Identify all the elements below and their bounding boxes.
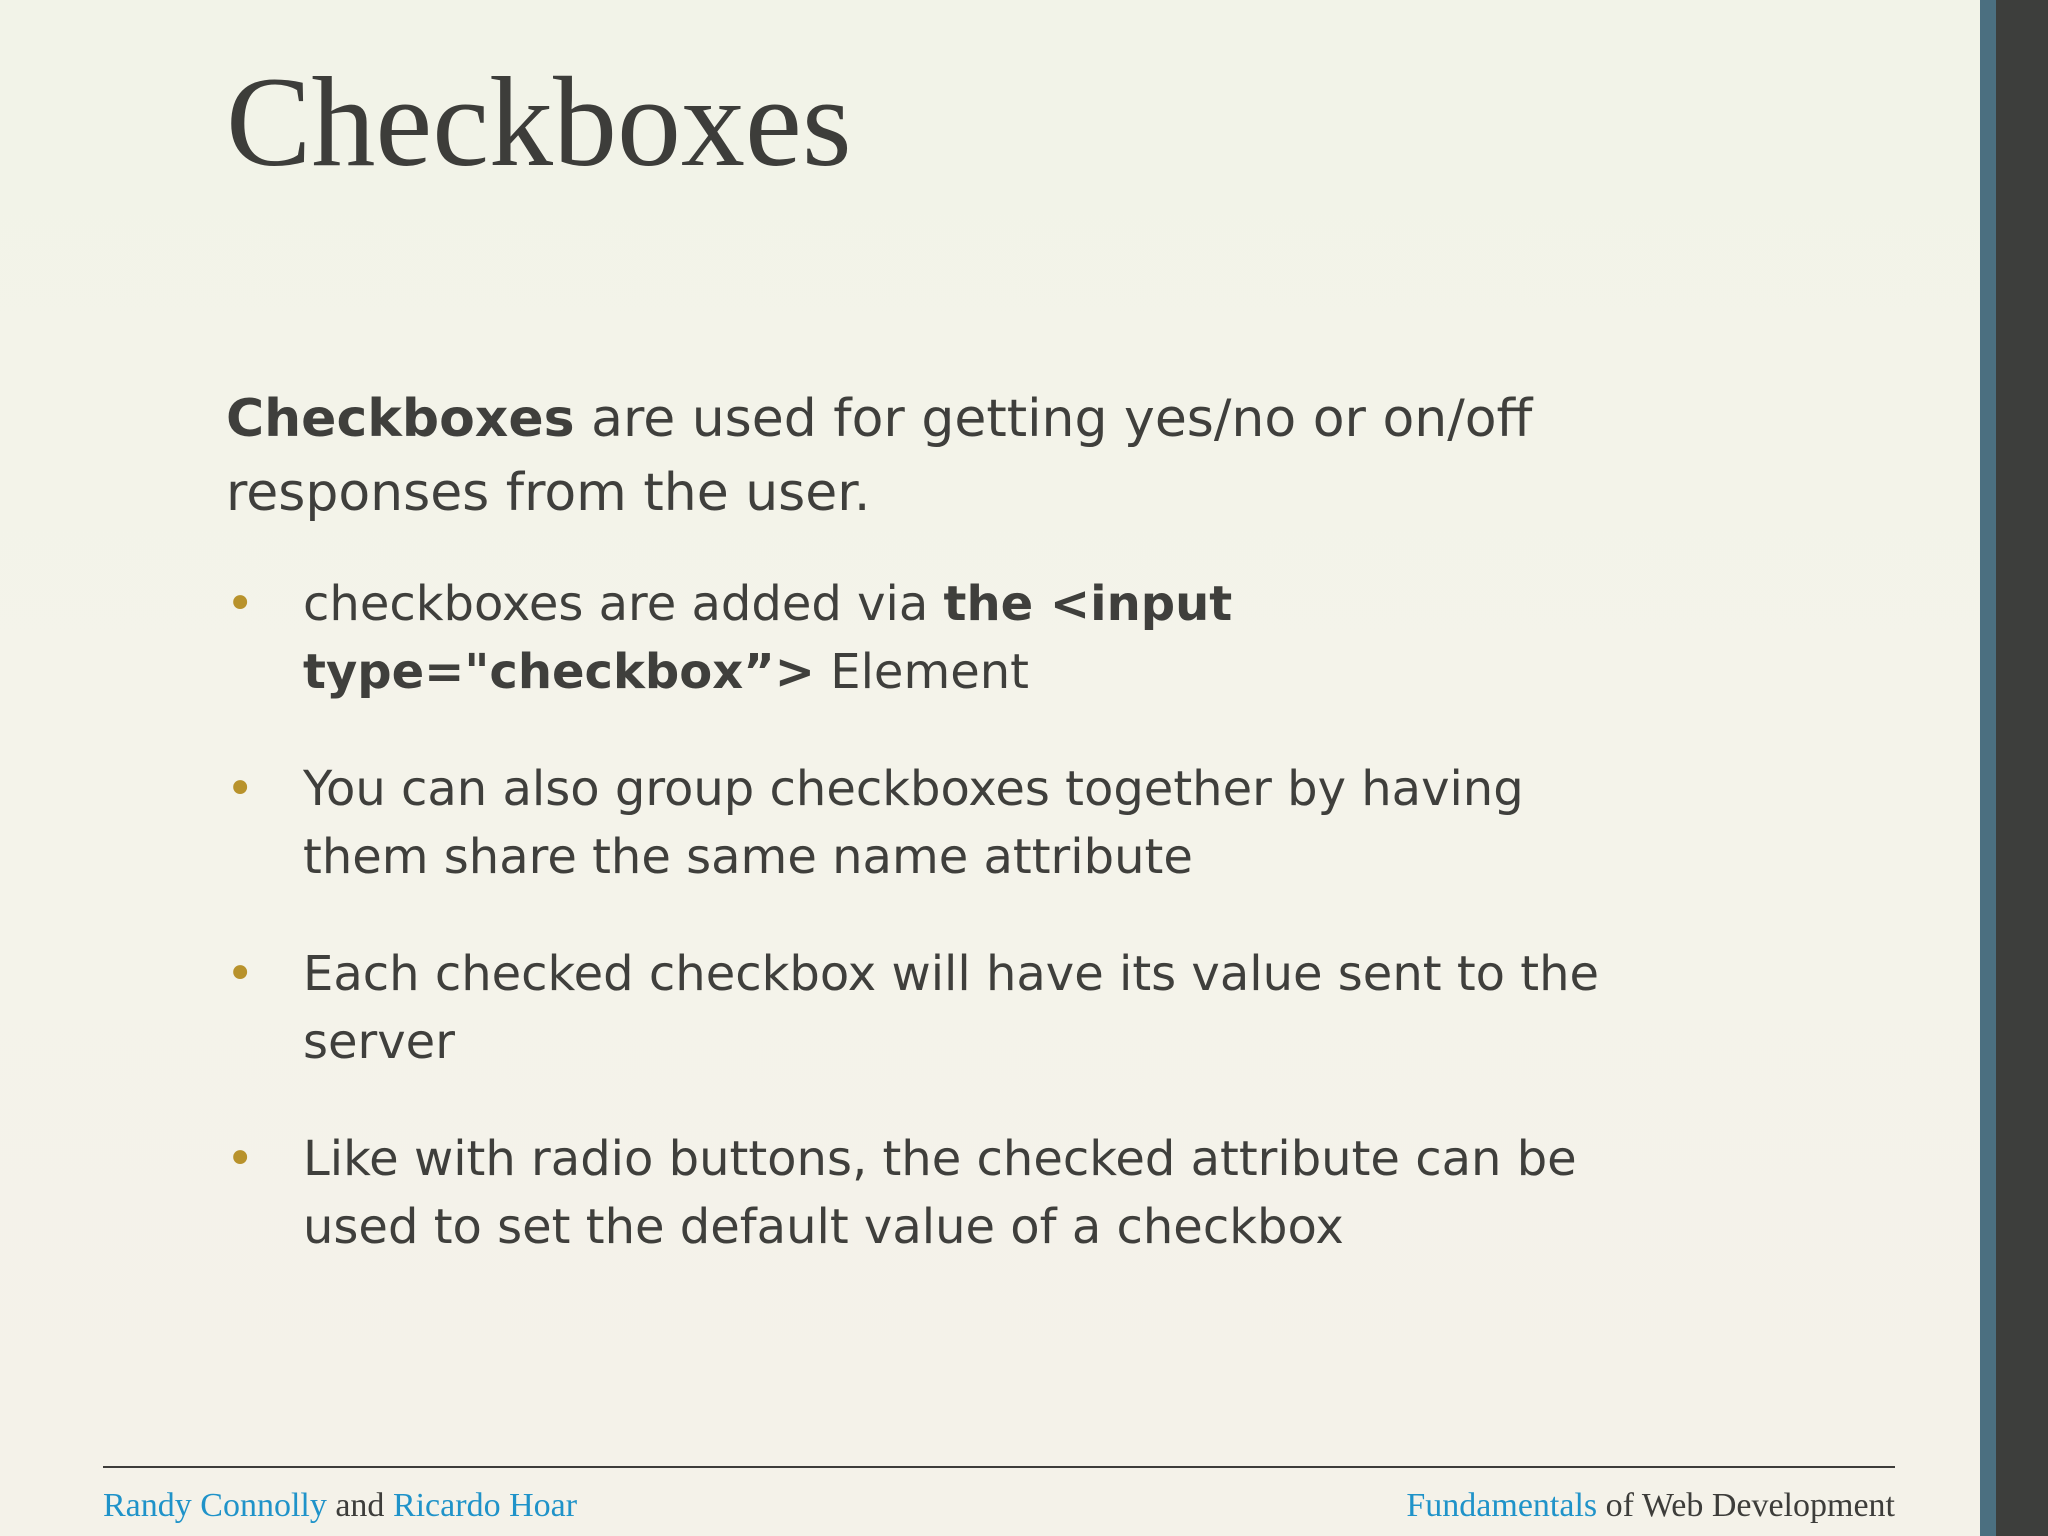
decorative-edge-bar-blue [1980, 0, 1996, 1536]
decorative-edge-bar-dark [1996, 0, 2048, 1536]
bullet-text: Like with radio buttons, the checked attribute can be used to set the default value of a checkbox [303, 1131, 1577, 1255]
footer-author-1: Randy Connolly [103, 1487, 327, 1524]
slide-body [226, 382, 1646, 1310]
intro-paragraph [226, 382, 1646, 530]
bullet-text-before: checkboxes are added via [303, 576, 944, 632]
bullet-code-text: the <input type="checkbox”> [303, 576, 1233, 700]
footer-book-accent: Fundamentals [1406, 1487, 1598, 1524]
bullet-text: Each checked checkbox will have its value sent to the server [303, 946, 1600, 1070]
footer-and: and [326, 1487, 393, 1524]
footer-divider [103, 1466, 1895, 1468]
slide-title: Checkboxes [226, 51, 852, 193]
intro-term: Checkboxes [226, 389, 575, 449]
bullet-text-after: Element [815, 644, 1029, 700]
bullet-item-2 [226, 755, 1646, 891]
footer-author-2: Ricardo Hoar [392, 1487, 578, 1524]
bullet-item-1 [226, 570, 1646, 706]
bullet-dot-icon: • [226, 761, 255, 817]
bullet-item-3 [226, 940, 1646, 1076]
bullet-text: You can also group checkboxes together by having them share the same name attribute [303, 761, 1524, 885]
bullet-dot-icon: • [226, 1131, 255, 1187]
intro-text: are used for getting yes/no or on/off responses from the user. [226, 389, 1533, 523]
footer-book-title [1406, 1486, 1895, 1526]
footer-book-rest: of Web Development [1597, 1487, 1895, 1524]
footer-authors [103, 1486, 577, 1526]
bullet-dot-icon: • [226, 946, 255, 1002]
bullet-dot-icon: • [226, 576, 255, 632]
bullet-item-4 [226, 1125, 1646, 1261]
bullet-list [226, 570, 1646, 1261]
